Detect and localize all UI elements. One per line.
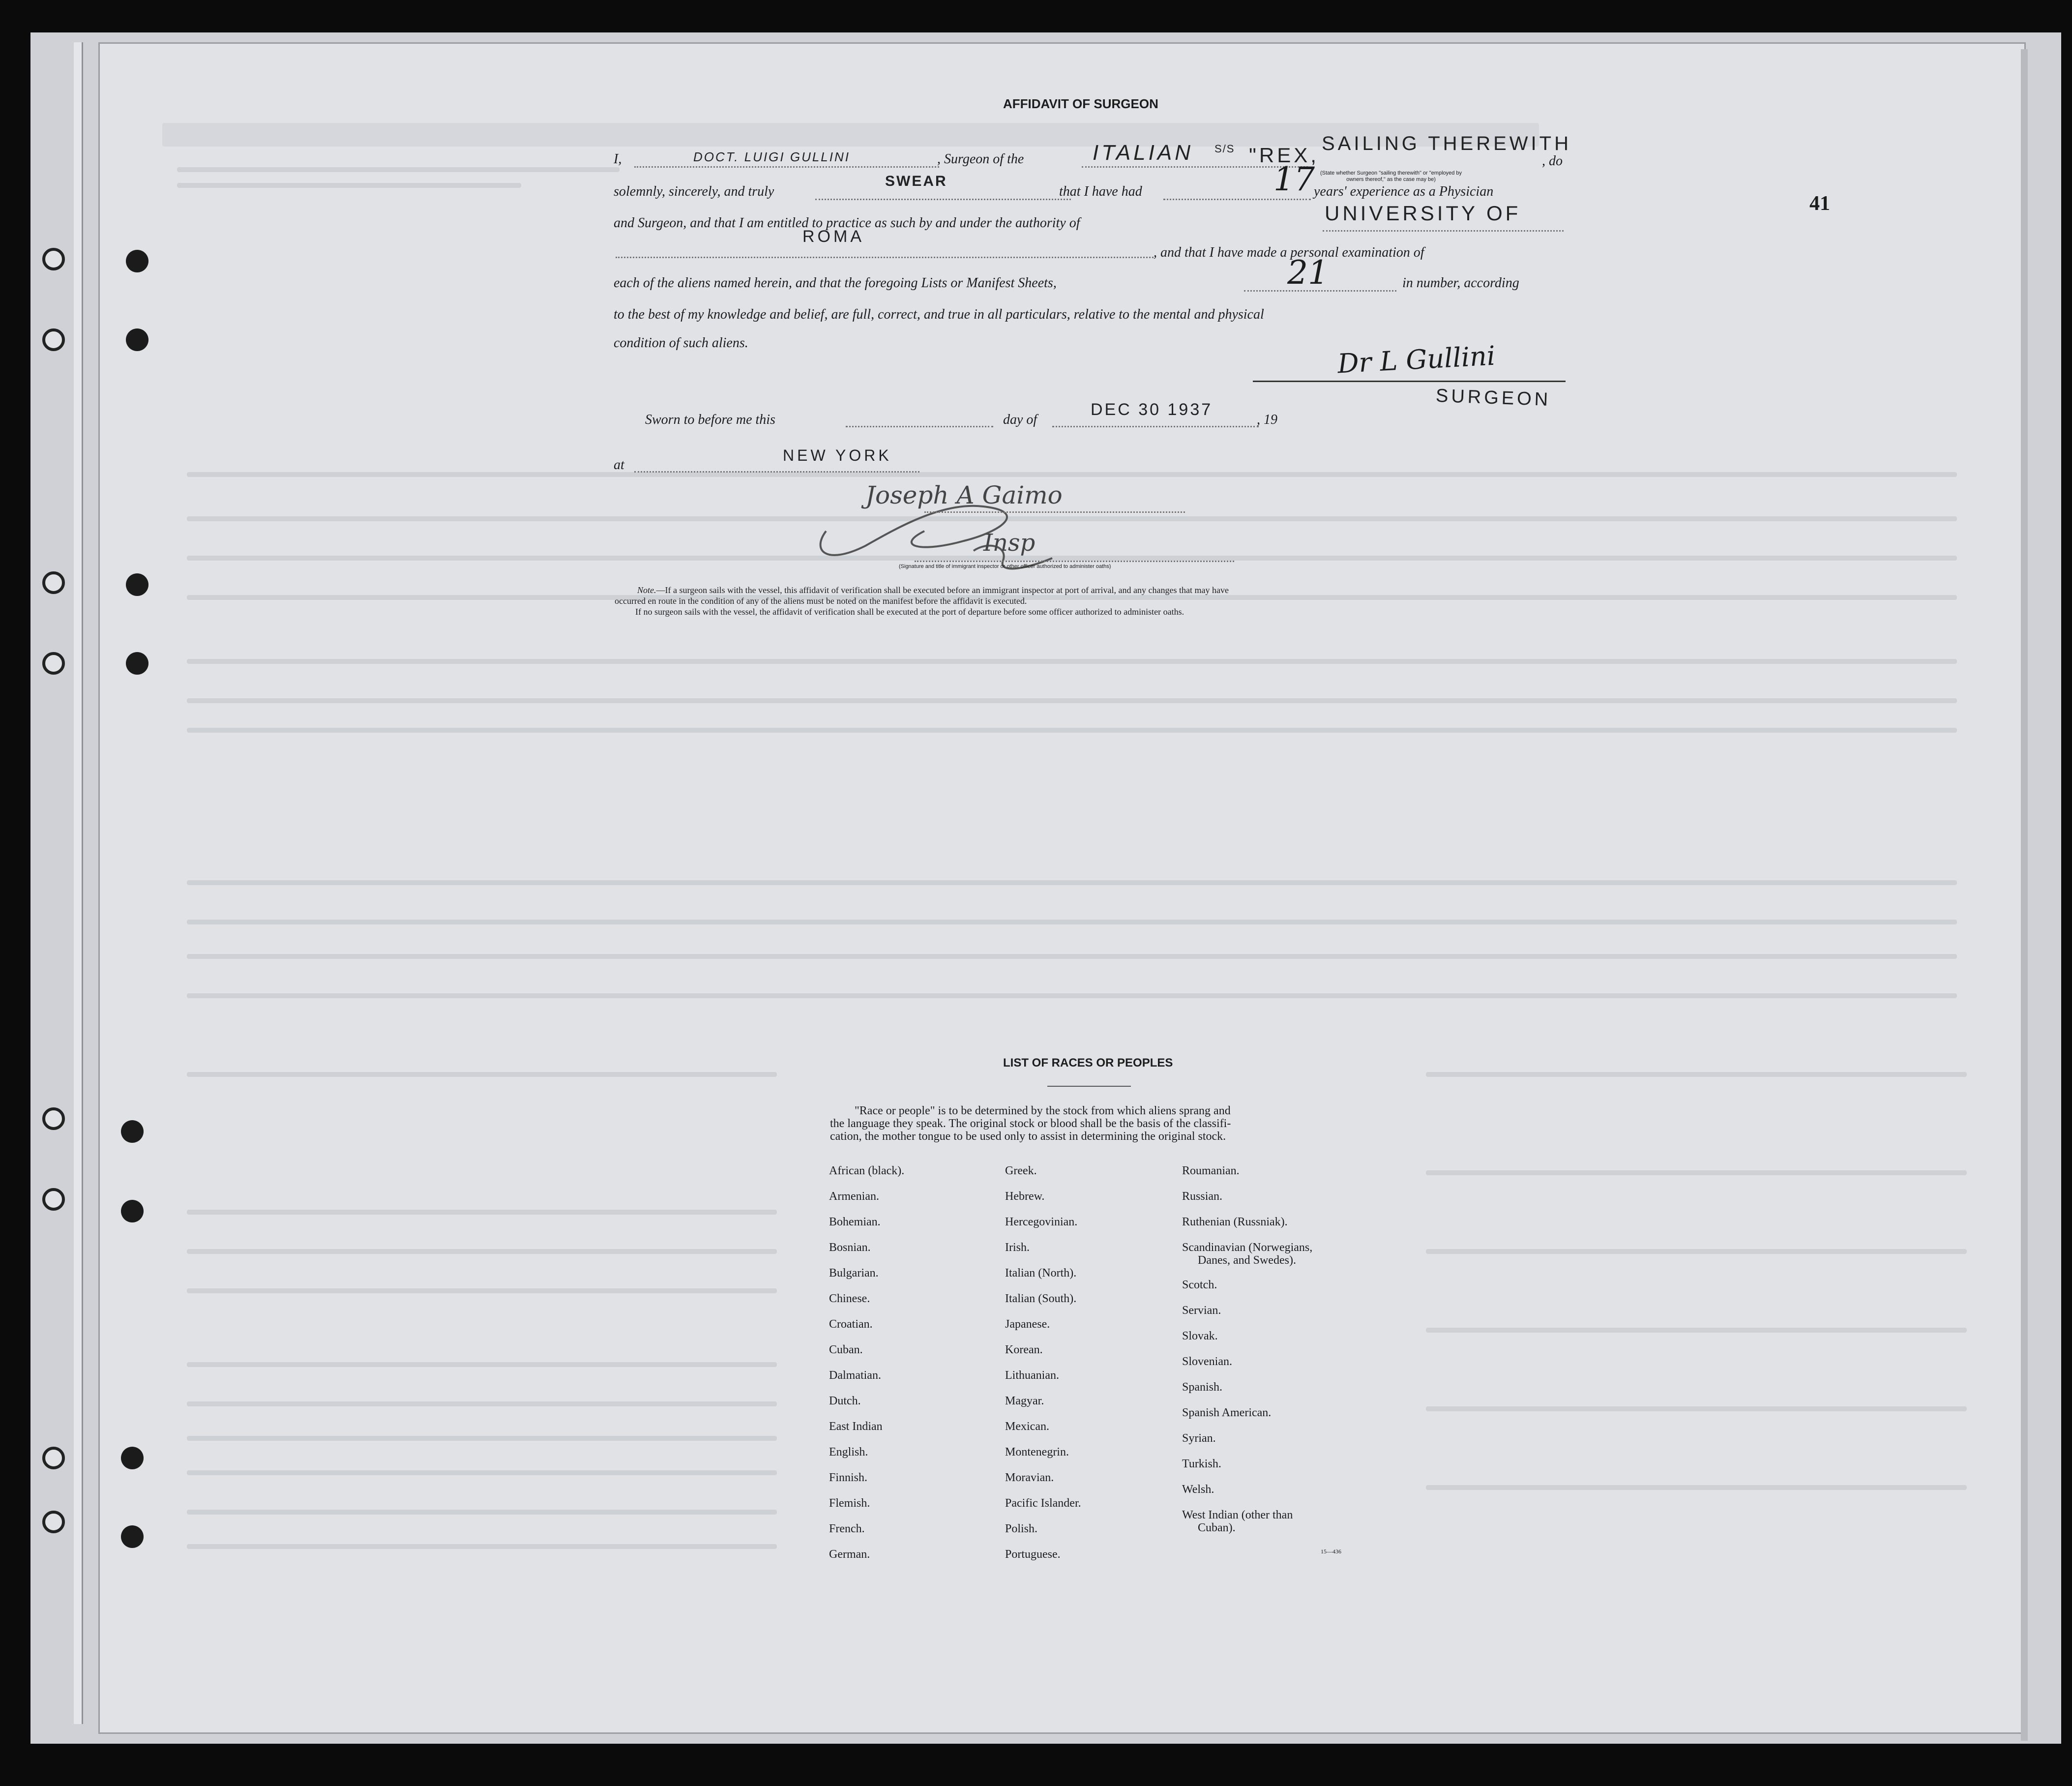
date-blank bbox=[1052, 426, 1259, 427]
affidavit-text-best-knowledge: to the best of my knowledge and belief, are full, correct, and true in all particulars, relative to the mental and physical bbox=[614, 307, 1264, 322]
binder-hole bbox=[42, 328, 65, 351]
race-item: Finnish. bbox=[829, 1471, 868, 1484]
form-code: 15—436 bbox=[1321, 1548, 1341, 1555]
affidavit-text-condition: condition of such aliens. bbox=[614, 335, 748, 351]
affidavit-text-i: I, bbox=[614, 151, 622, 167]
race-item: French. bbox=[829, 1522, 865, 1535]
nationality: ITALIAN bbox=[1093, 141, 1194, 165]
note-label: Note. bbox=[637, 585, 656, 595]
authority-continued-blank bbox=[616, 257, 1154, 258]
race-item: Scandinavian (Norwegians, bbox=[1182, 1241, 1313, 1254]
binder-hole bbox=[126, 250, 148, 272]
surgeon-label: SURGEON bbox=[1435, 385, 1551, 411]
note-line3: If no surgeon sails with the vessel, the affidavit of verification shall be executed at the port of departure before some officer authorized to administer oaths. bbox=[635, 607, 1184, 617]
race-item: Servian. bbox=[1182, 1304, 1221, 1317]
surgeon-role: SAILING THEREWITH bbox=[1322, 133, 1571, 154]
affidavit-text-each-of-aliens: each of the aliens named herein, and that the foregoing Lists or Manifest Sheets, bbox=[614, 275, 1057, 291]
race-item: Croatian. bbox=[829, 1318, 873, 1331]
years-handwritten: 17 bbox=[1273, 160, 1315, 198]
race-item: Slovak. bbox=[1182, 1330, 1218, 1342]
race-item: Hercegovinian. bbox=[1005, 1216, 1078, 1228]
races-intro-line3: cation, the mother tongue to be used only to assist in determining the original stock. bbox=[830, 1130, 1226, 1143]
sheets-handwritten: 21 bbox=[1287, 254, 1329, 292]
race-item: Bohemian. bbox=[829, 1216, 881, 1228]
affidavit-text-solemnly: solemnly, sincerely, and truly bbox=[614, 184, 774, 199]
binder-hole bbox=[121, 1200, 144, 1222]
race-item: Magyar. bbox=[1005, 1395, 1044, 1407]
inspector-title-line bbox=[915, 561, 1234, 562]
race-item: Pacific Islander. bbox=[1005, 1497, 1081, 1510]
race-item: Hebrew. bbox=[1005, 1190, 1045, 1203]
race-item: Moravian. bbox=[1005, 1471, 1054, 1484]
binder-hole bbox=[42, 571, 65, 594]
race-item: Ruthenian (Russniak). bbox=[1182, 1216, 1288, 1228]
binder-hole bbox=[126, 652, 148, 675]
race-item: Roumanian. bbox=[1182, 1164, 1240, 1177]
sworn-text: Sworn to before me this bbox=[645, 412, 775, 427]
race-item: Spanish. bbox=[1182, 1381, 1223, 1394]
race-item: Chinese. bbox=[829, 1292, 870, 1305]
page-number: 41 bbox=[1809, 192, 1830, 215]
manifest-sheet bbox=[98, 42, 2026, 1734]
race-item: Armenian. bbox=[829, 1190, 879, 1203]
binder-hole bbox=[42, 1188, 65, 1211]
inspector-signature-line bbox=[924, 511, 1185, 513]
race-item: English. bbox=[829, 1446, 868, 1459]
race-item: Dutch. bbox=[829, 1395, 861, 1407]
years-blank bbox=[1163, 199, 1311, 200]
race-item: Welsh. bbox=[1182, 1483, 1214, 1496]
day-blank bbox=[846, 426, 993, 427]
races-intro-line1: "Race or people" is to be determined by the stock from which aliens sprang and bbox=[855, 1104, 1231, 1117]
race-item: West Indian (other than bbox=[1182, 1509, 1293, 1521]
affidavit-text-do: , do bbox=[1542, 153, 1563, 169]
inspector-title: Insp bbox=[983, 529, 1036, 557]
sworn-at: at bbox=[614, 457, 624, 473]
affidavit-text-and-surgeon: and Surgeon, and that I am entitled to practice as such by and under the authority of bbox=[614, 215, 1080, 231]
authority-blank bbox=[1323, 230, 1564, 232]
affidavit-text-personal-exam: , and that I have made a personal examination of bbox=[1154, 245, 1424, 260]
ship-name: "REX, bbox=[1249, 144, 1319, 167]
race-item: Bulgarian. bbox=[829, 1267, 879, 1280]
name-blank bbox=[634, 166, 939, 168]
affidavit-title: AFFIDAVIT OF SURGEON bbox=[1003, 96, 1158, 111]
race-item: Bosnian. bbox=[829, 1241, 871, 1254]
ship-prefix: S/S bbox=[1214, 143, 1235, 155]
race-item: Cuban). bbox=[1198, 1521, 1236, 1534]
inspector-signature: Joseph A Gaimo bbox=[865, 481, 1063, 509]
race-item: Polish. bbox=[1005, 1522, 1038, 1535]
note-line2: occurred en route in the condition of any of the aliens must be noted on the manifest before the affidavit is executed. bbox=[615, 596, 1027, 606]
sworn-year-prefix: , 19 bbox=[1257, 412, 1277, 427]
race-item: Danes, and Swedes). bbox=[1198, 1254, 1296, 1267]
binder-edge bbox=[74, 42, 83, 1724]
oath-blank bbox=[815, 199, 1071, 200]
binder-hole bbox=[42, 1447, 65, 1469]
binder-hole bbox=[121, 1120, 144, 1143]
race-item: Syrian. bbox=[1182, 1432, 1216, 1445]
binder-hole bbox=[42, 248, 65, 270]
race-item: Dalmatian. bbox=[829, 1369, 881, 1382]
signature-caption: (Signature and title of immigrant inspector or other officer authorized to administer oaths) bbox=[899, 564, 1111, 569]
binder-hole bbox=[121, 1447, 144, 1469]
race-item: Turkish. bbox=[1182, 1458, 1221, 1470]
authority-line1: UNIVERSITY OF bbox=[1325, 202, 1521, 225]
authority-line2: ROMA bbox=[802, 227, 864, 246]
races-title-rule bbox=[1047, 1086, 1131, 1087]
oath-word: SWEAR bbox=[885, 173, 947, 189]
race-item: Irish. bbox=[1005, 1241, 1030, 1254]
race-item: Mexican. bbox=[1005, 1420, 1049, 1433]
races-title: LIST OF RACES OR PEOPLES bbox=[1003, 1056, 1173, 1070]
signature-line bbox=[1253, 381, 1566, 382]
race-item: Scotch. bbox=[1182, 1279, 1217, 1291]
race-item: German. bbox=[829, 1548, 870, 1561]
affidavit-text-that-i-have-had: that I have had bbox=[1059, 184, 1142, 199]
binder-hole bbox=[42, 1511, 65, 1533]
sworn-date: DEC 30 1937 bbox=[1091, 400, 1213, 419]
surgeon-name: DOCT. LUIGI GULLINI bbox=[693, 149, 850, 164]
race-item: Italian (South). bbox=[1005, 1292, 1077, 1305]
surgeon-signature: Dr L Gullini bbox=[1336, 340, 1496, 380]
race-item: Russian. bbox=[1182, 1190, 1223, 1203]
affidavit-text-years-experience: years' experience as a Physician bbox=[1314, 184, 1494, 199]
sworn-day-of: day of bbox=[1003, 412, 1037, 427]
race-item: Spanish American. bbox=[1182, 1406, 1272, 1419]
race-item: Japanese. bbox=[1005, 1318, 1050, 1331]
binder-hole bbox=[121, 1525, 144, 1548]
race-item: Montenegrin. bbox=[1005, 1446, 1069, 1459]
race-item: Lithuanian. bbox=[1005, 1369, 1059, 1382]
sworn-place: NEW YORK bbox=[783, 446, 892, 464]
affidavit-text-in-number: in number, according bbox=[1402, 275, 1519, 291]
role-note: (State whether Surgeon "sailing therewith" or "employed by owners thereof," as the case may be) bbox=[1320, 170, 1462, 182]
race-item: Greek. bbox=[1005, 1164, 1037, 1177]
race-item: Portuguese. bbox=[1005, 1548, 1061, 1561]
races-intro-line2: the language they speak. The original stock or blood shall be the basis of the classifi- bbox=[830, 1117, 1231, 1130]
sheet-right-edge bbox=[2021, 49, 2028, 1741]
binder-hole bbox=[126, 328, 148, 351]
binder-hole bbox=[42, 652, 65, 675]
affidavit-note bbox=[637, 585, 1229, 595]
binder-hole bbox=[42, 1107, 65, 1130]
race-item: Cuban. bbox=[829, 1343, 863, 1356]
race-item: Italian (North). bbox=[1005, 1267, 1077, 1280]
race-item: Slovenian. bbox=[1182, 1355, 1232, 1368]
affidavit-text-surgeon-of: , Surgeon of the bbox=[937, 151, 1024, 167]
race-item: African (black). bbox=[829, 1164, 905, 1177]
race-item: East Indian bbox=[829, 1420, 883, 1433]
race-item: Korean. bbox=[1005, 1343, 1043, 1356]
race-item: Flemish. bbox=[829, 1497, 870, 1510]
binder-hole bbox=[126, 573, 148, 596]
note-line1: —If a surgeon sails with the vessel, this affidavit of verification shall be executed before an immigrant inspector at port of arrival, and any changes that may have bbox=[656, 585, 1229, 595]
